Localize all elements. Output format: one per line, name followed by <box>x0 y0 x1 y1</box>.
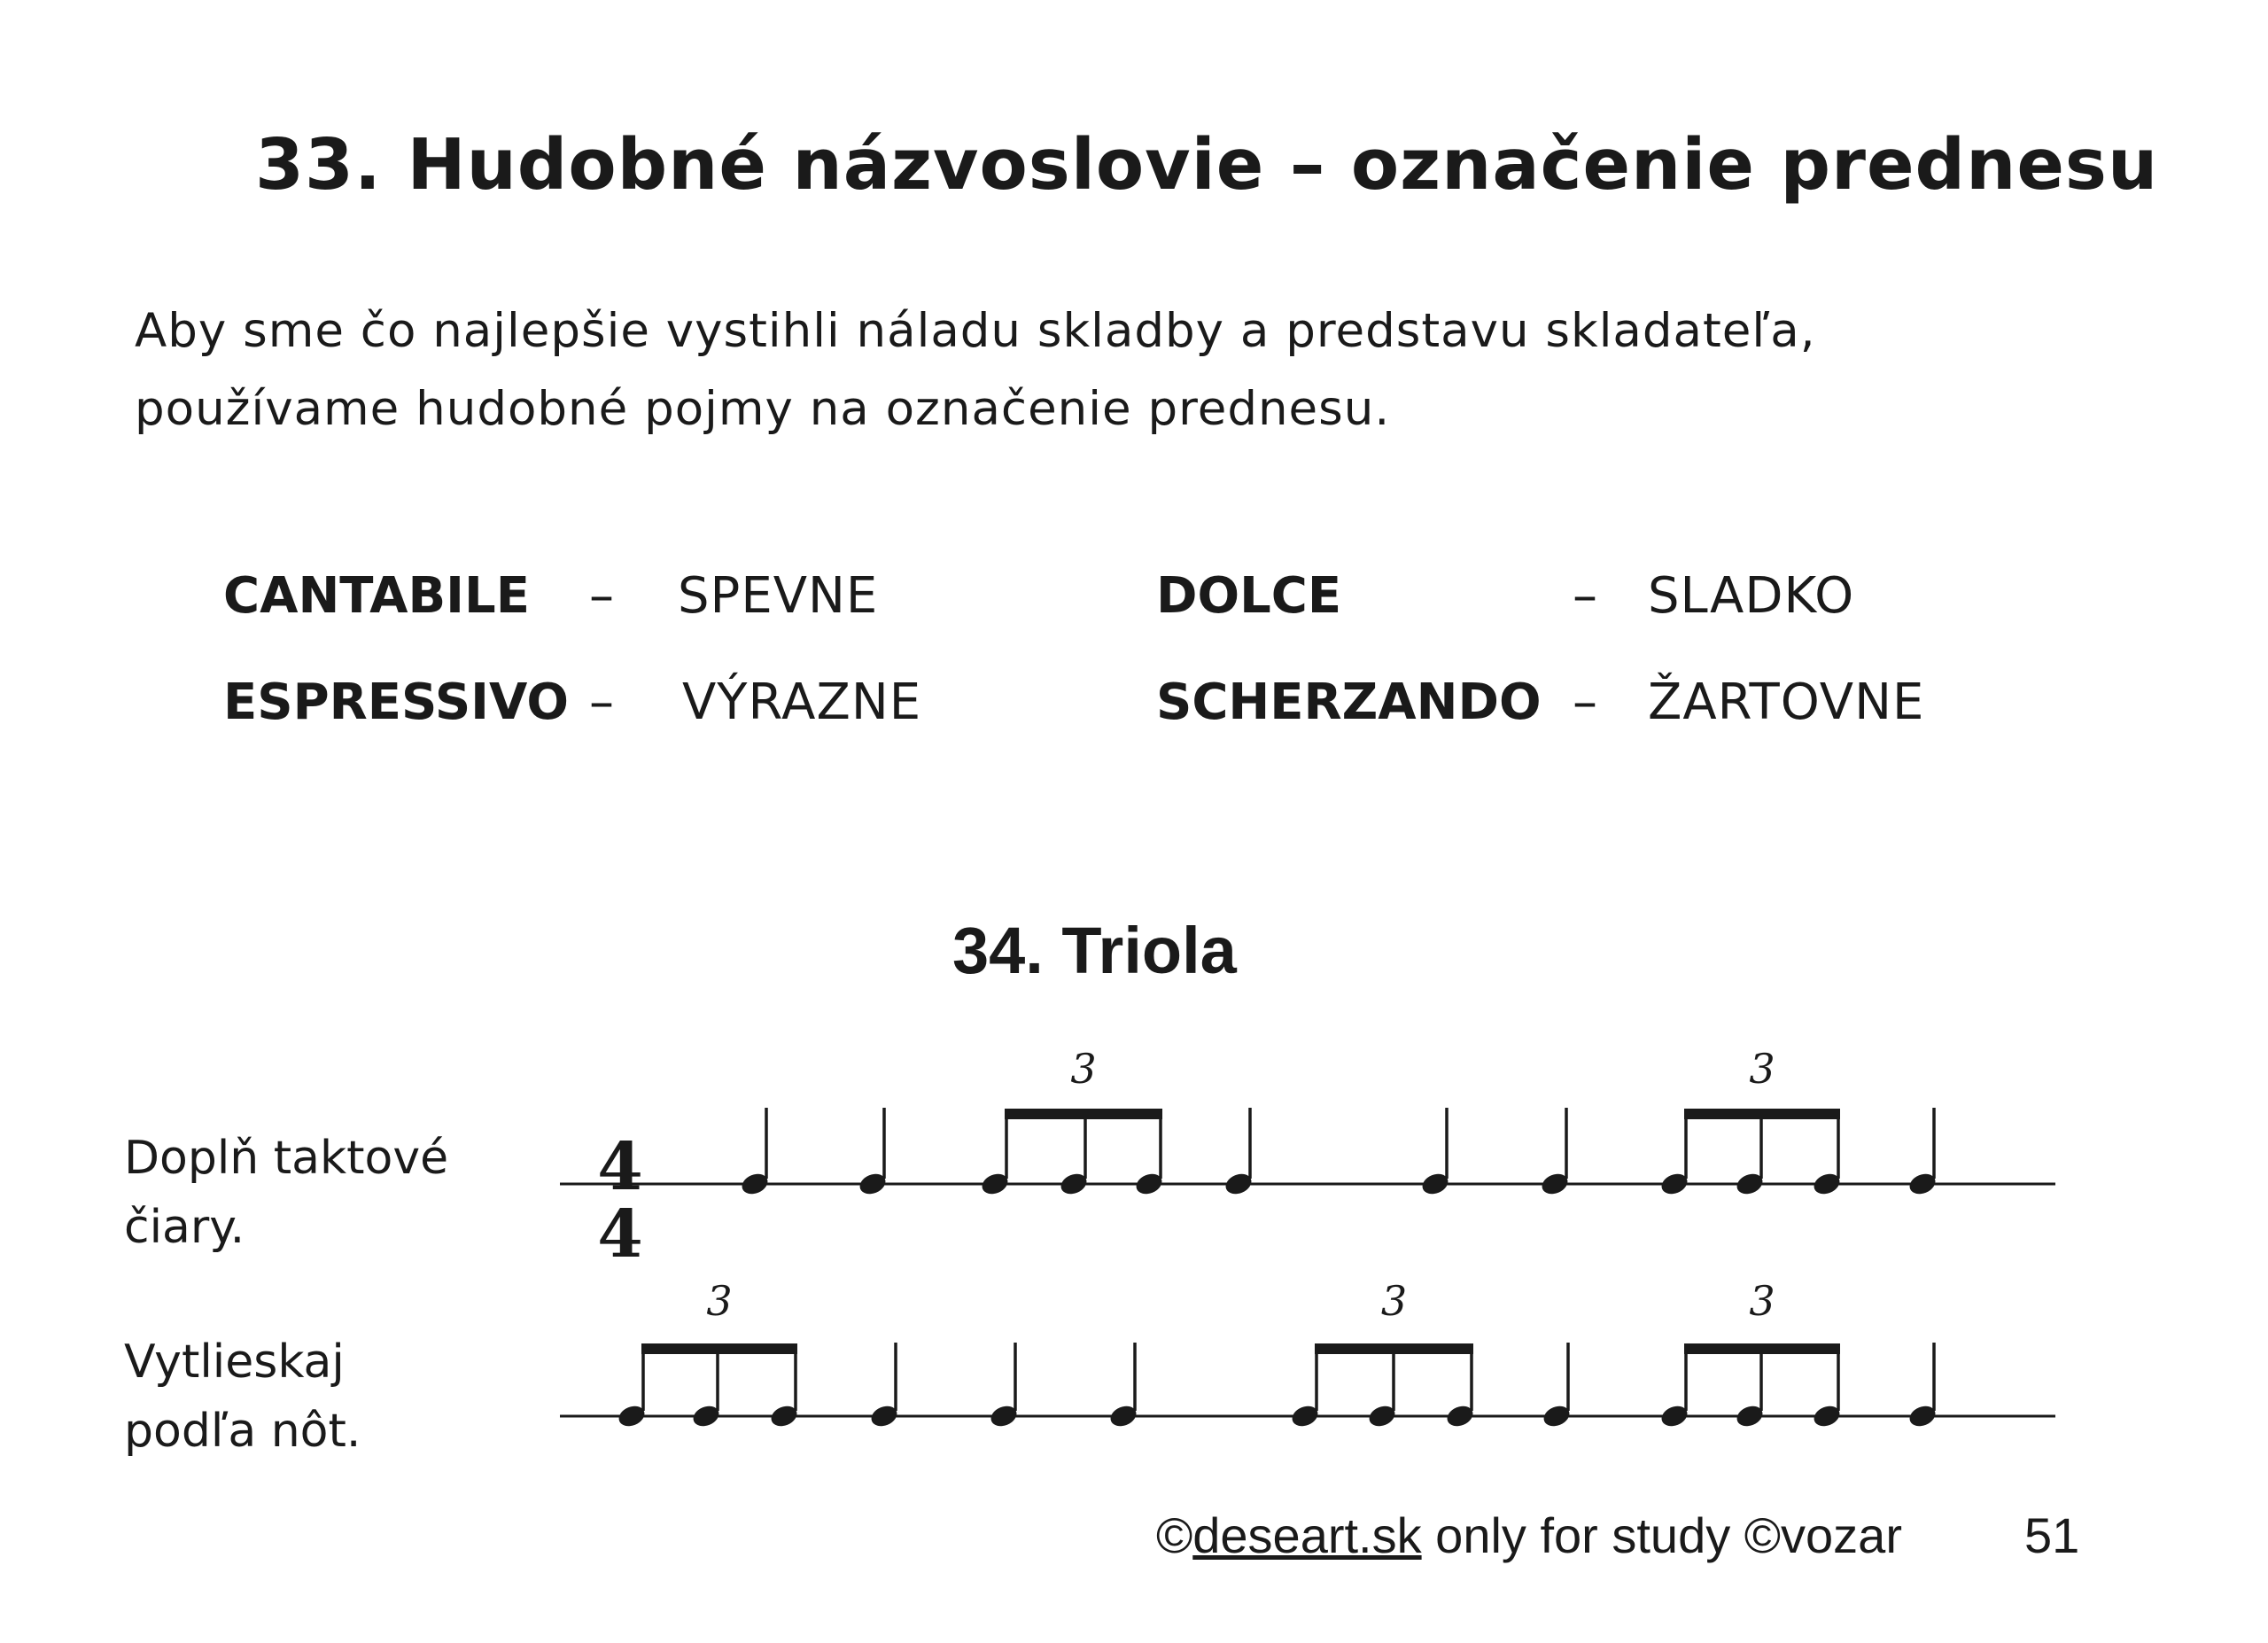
exercise-2-label-line-2: podľa nôt. <box>124 1405 361 1458</box>
triplet-number: 3 <box>1749 1277 1775 1325</box>
term-word: SCHERZANDO <box>1156 674 1542 731</box>
term-meaning: SLADKO <box>1648 567 1855 625</box>
intro-line-1: Aby sme čo najlepšie vystihli náladu skladby a predstavu skladateľa, <box>135 304 1816 358</box>
page-number: 51 <box>2024 1507 2080 1563</box>
exercise-1-label-line-1: Doplň taktové <box>124 1132 449 1185</box>
exercise-1-label-line-2: čiary. <box>124 1201 245 1254</box>
quarter-note <box>1223 1108 1254 1197</box>
triplet-number: 3 <box>706 1277 733 1325</box>
triplet-beam <box>1315 1343 1473 1354</box>
term-dash: – <box>589 674 614 731</box>
term-dash: – <box>1573 567 1597 625</box>
rhythm-line-1 <box>560 1045 2055 1197</box>
triplet-group <box>979 1045 1165 1197</box>
quarter-note <box>988 1343 1020 1429</box>
triplet-group <box>1289 1277 1476 1429</box>
term-meaning: VÝRAZNE <box>682 674 922 731</box>
exercise-2-label-line-1: Vytlieskaj <box>124 1335 345 1389</box>
term-dash: – <box>1573 674 1597 731</box>
triplet-group <box>1658 1045 1843 1197</box>
triplet-beam <box>1684 1343 1840 1354</box>
term-word: DOLCE <box>1156 567 1342 625</box>
term-meaning: SPEVNE <box>678 567 879 625</box>
quarter-note <box>1539 1108 1571 1197</box>
triplet-group <box>616 1277 800 1429</box>
term-word: CANTABILE <box>223 567 530 625</box>
quarter-note <box>1419 1108 1451 1197</box>
time-signature <box>597 1129 643 1273</box>
triplet-number: 3 <box>1749 1045 1775 1093</box>
term-dash: – <box>589 567 614 625</box>
copyright-rest: only for study ©vozar <box>1421 1507 1902 1563</box>
quarter-note <box>868 1343 900 1429</box>
rhythm-line-2 <box>560 1277 2055 1429</box>
quarter-note <box>1907 1343 1938 1429</box>
triplet-beam <box>1005 1109 1162 1119</box>
quarter-note <box>739 1108 771 1197</box>
intro-line-2: používame hudobné pojmy na označenie prednesu. <box>135 382 1391 436</box>
time-signature-bottom: 4 <box>597 1196 643 1273</box>
triplet-number: 3 <box>1380 1277 1408 1325</box>
time-signature-top: 4 <box>597 1129 643 1205</box>
quarter-note <box>857 1108 889 1197</box>
term-word: ESPRESSIVO <box>223 674 569 731</box>
copyright-prefix: © <box>1156 1507 1193 1563</box>
copyright-notice <box>1156 1507 1902 1564</box>
term-meaning: ŽARTOVNE <box>1648 674 1925 731</box>
triplet-beam <box>1684 1109 1840 1119</box>
quarter-note <box>1107 1343 1139 1429</box>
triplet-beam <box>641 1343 797 1354</box>
site-link[interactable]: deseart.sk <box>1192 1507 1422 1563</box>
section-33-title: 33. Hudobné názvoslovie – označenie prednesu <box>255 124 2159 206</box>
triplet-group <box>1658 1277 1843 1429</box>
triplet-number: 3 <box>1070 1045 1097 1093</box>
quarter-note <box>1907 1108 1938 1197</box>
quarter-note <box>1541 1343 1573 1429</box>
section-34-title: 34. Triola <box>952 914 1237 987</box>
